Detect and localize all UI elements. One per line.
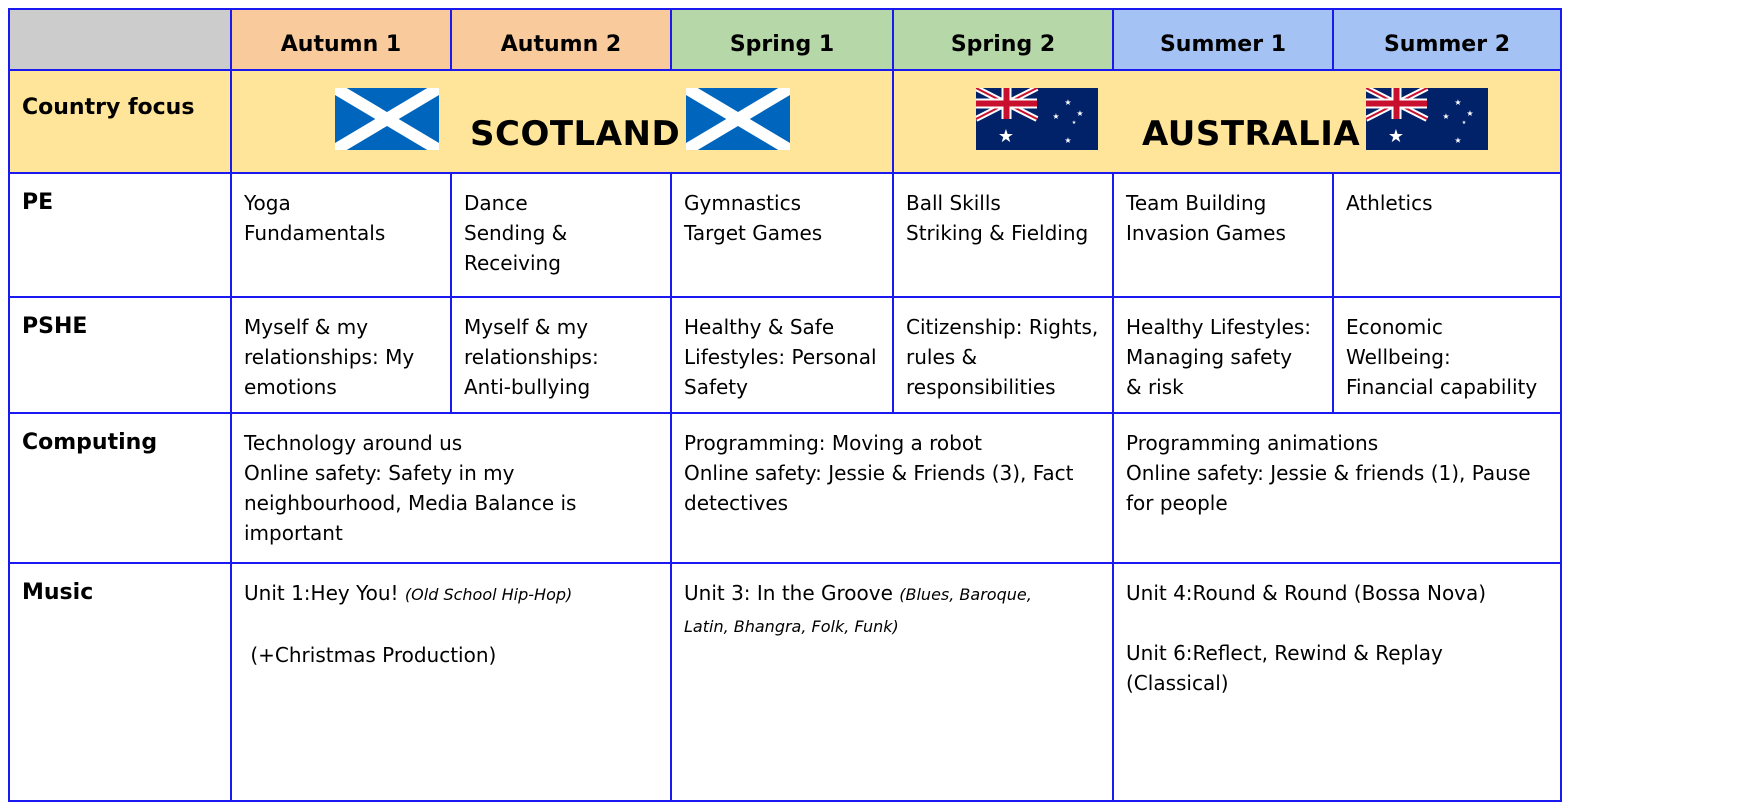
cell-line: Unit 4:Round & Round (Bossa Nova) [1126,581,1487,605]
cell-line: Financial capability [1346,375,1538,399]
computing-autumn [230,412,672,564]
cell-line: & risk [1126,375,1184,399]
scotland-flag-icon [686,88,790,150]
music-spring [670,562,1114,802]
cell-line: Target Games [684,221,823,245]
cell-line: Unit 6:Reflect, Rewind & Replay [1126,641,1443,665]
cell-line: rules & [906,345,978,369]
row-label-pshe: PSHE [8,296,232,414]
pe-autumn-1 [230,172,452,298]
cell-line: Myself & my [464,315,589,339]
cell-line: Citizenship: Rights, [906,315,1099,339]
svg-text:★: ★ [997,126,1015,147]
cell-line: Technology around us [244,431,463,455]
cell-line: Online safety: Safety in my [244,461,515,485]
svg-text:★: ★ [1454,98,1462,107]
cell-line: (+Christmas Production) [244,643,497,667]
cell-line: neighbourhood, Media Balance is [244,491,577,515]
column-header-summer-2: Summer 2 [1332,8,1562,71]
country-focus-scotland [230,69,894,174]
cell-line: for people [1126,491,1228,515]
cell-line: detectives [684,491,789,515]
cell-line: Sending & [464,221,568,245]
svg-text:★: ★ [1466,109,1474,118]
cell-line: relationships: My [244,345,415,369]
cell-line: Online safety: Jessie & friends (1), Pause [1126,461,1531,485]
cell-line: Invasion Games [1126,221,1286,245]
svg-text:★: ★ [1064,98,1072,107]
row-label-computing: Computing [8,412,232,564]
cell-line: emotions [244,375,337,399]
scotland-flag-icon [335,88,439,150]
cell-line: (Classical) [1126,671,1229,695]
cell-line [684,578,1100,610]
svg-text:★: ★ [1064,136,1072,145]
cell-line: Athletics [1346,191,1433,215]
pshe-spring-2 [892,296,1114,414]
cell-line: Healthy Lifestyles: [1126,315,1312,339]
cell-line: Wellbeing: [1346,345,1451,369]
column-header-autumn-1: Autumn 1 [230,8,452,71]
svg-text:★: ★ [1442,112,1450,121]
music-genre: Latin, Bhangra, Folk, Funk) [684,617,899,636]
cell-line: Striking & Fielding [906,221,1089,245]
music-summer [1112,562,1562,802]
svg-text:★: ★ [1076,109,1084,118]
svg-text:★: ★ [1052,112,1060,121]
pshe-summer-1 [1112,296,1334,414]
cell-line: Safety [684,375,748,399]
column-header-summer-1: Summer 1 [1112,8,1334,71]
cell-line: Online safety: Jessie & Friends (3), Fact [684,461,1074,485]
pshe-autumn-1 [230,296,452,414]
cell-line: Healthy & Safe [684,315,835,339]
svg-text:★: ★ [1454,136,1462,145]
row-label-country-focus: Country focus [8,69,232,174]
pe-summer-1 [1112,172,1334,298]
cell-line: Myself & my [244,315,369,339]
row-label-music: Music [8,562,232,802]
pshe-summer-2 [1332,296,1562,414]
cell-line [244,578,658,610]
cell-line: Gymnastics [684,191,801,215]
column-header-spring-2: Spring 2 [892,8,1114,71]
cell-line: Managing safety [1126,345,1293,369]
cell-line: Lifestyles: Personal [684,345,877,369]
cell-line: Programming animations [1126,431,1379,455]
music-genre: (Old School Hip-Hop) [404,585,573,604]
music-unit: Unit 3: In the Groove [684,581,900,605]
country-name-australia: AUSTRALIA [1142,114,1361,154]
svg-text:★: ★ [1387,126,1405,147]
pe-autumn-2 [450,172,672,298]
cell-line: responsibilities [906,375,1056,399]
svg-text:★: ★ [1461,120,1467,126]
pshe-autumn-2 [450,296,672,414]
australia-flag-icon [976,88,1098,150]
pshe-spring-1 [670,296,894,414]
music-unit: Unit 1:Hey You! [244,581,405,605]
pe-spring-2 [892,172,1114,298]
cell-line: Ball Skills [906,191,1001,215]
cell-line: Receiving [464,251,561,275]
curriculum-table [8,8,1745,788]
country-focus-australia [892,69,1562,174]
svg-text:★: ★ [1071,120,1077,126]
music-autumn [230,562,672,802]
row-label-pe: PE [8,172,232,298]
cell-line: Fundamentals [244,221,386,245]
corner-cell [8,8,232,71]
pe-spring-1 [670,172,894,298]
cell-line: important [244,521,343,545]
music-genre: (Blues, Baroque, [899,585,1032,604]
computing-spring [670,412,1114,564]
cell-line: Dance [464,191,528,215]
column-header-spring-1: Spring 1 [670,8,894,71]
column-header-autumn-2: Autumn 2 [450,8,672,71]
cell-line: Team Building [1126,191,1267,215]
country-name-scotland: SCOTLAND [470,114,681,154]
australia-flag-icon [1366,88,1488,150]
cell-line: relationships: [464,345,599,369]
cell-line: Programming: Moving a robot [684,431,982,455]
pe-summer-2 [1332,172,1562,298]
cell-line: Yoga [244,191,291,215]
cell-line: Anti-bullying [464,375,591,399]
computing-summer [1112,412,1562,564]
cell-line: Economic [1346,315,1443,339]
